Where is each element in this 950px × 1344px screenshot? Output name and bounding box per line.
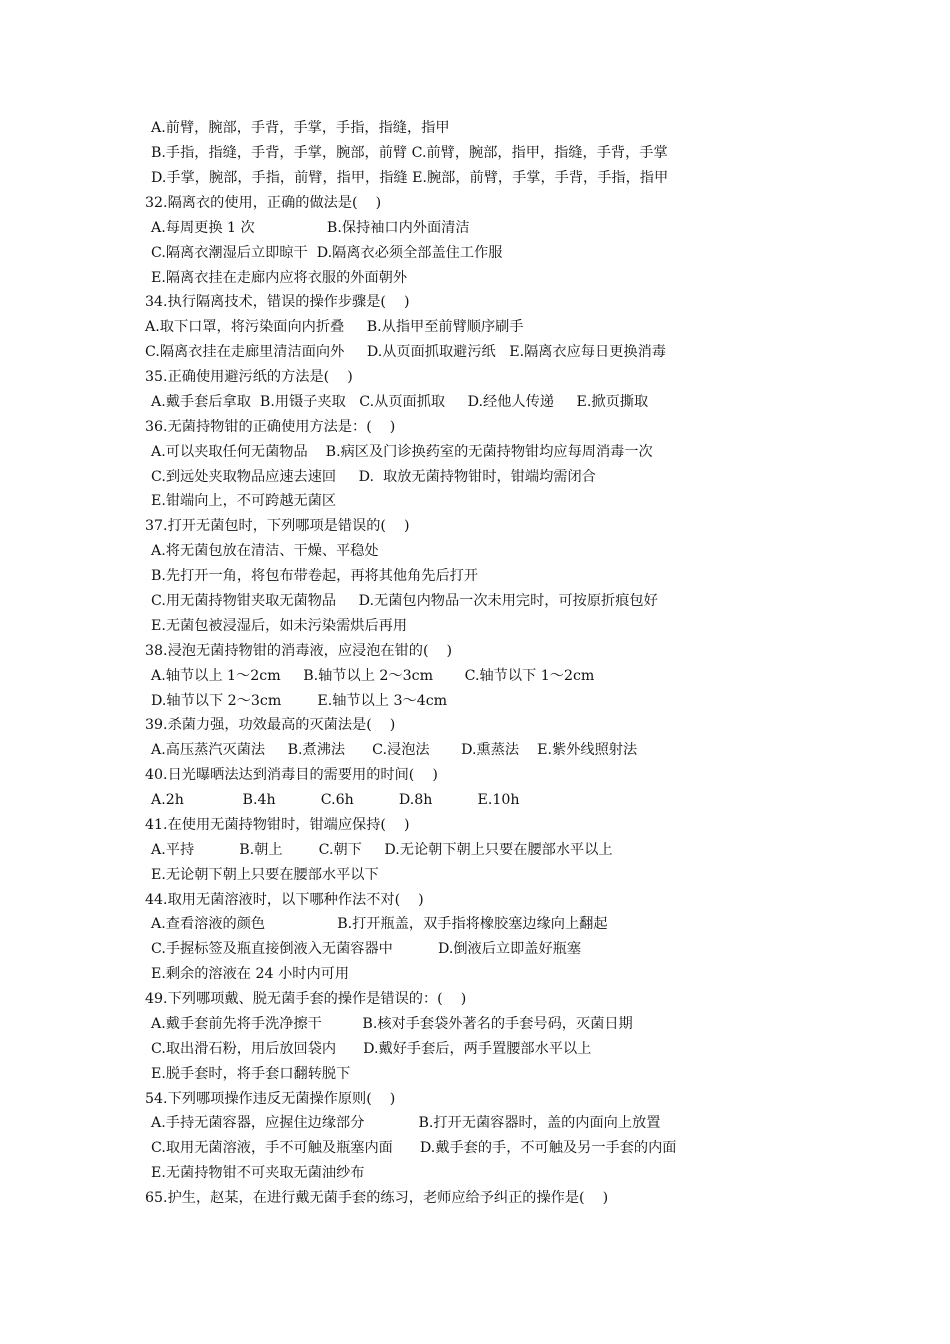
question-line: 38.浸泡无菌持物钳的消毒液，应浸泡在钳的( ) [145, 643, 453, 659]
option-line: C.用无菌持物钳夹取无菌物品 D.无菌包内物品一次未用完时，可按原折痕包好 [151, 593, 658, 609]
option-line: A.戴手套前先将手洗净擦干 B.核对手套袋外著名的手套号码，灭菌日期 [151, 1016, 633, 1032]
option-line: A.取下口罩，将污染面向内折叠 B.从指甲至前臂顺序刷手 [145, 319, 524, 335]
option-line: E.脱手套时，将手套口翻转脱下 [151, 1066, 351, 1082]
option-line: A.平持 B.朝上 C.朝下 D.无论朝下朝上只要在腰部水平以上 [151, 842, 613, 858]
option-line: D.手掌，腕部，手指，前臂，指甲，指缝 E.腕部，前臂，手掌，手背，手指，指甲 [151, 170, 669, 186]
option-line: A.每周更换 1 次 B.保持袖口内外面清洁 [151, 220, 470, 236]
option-line: C.隔离衣挂在走廊里清洁面向外 D.从页面抓取避污纸 E.隔离衣应每日更换消毒 [145, 344, 666, 360]
option-line: A.轴节以上 1～2cm B.轴节以上 2～3cm C.轴节以下 1～2cm [151, 668, 595, 684]
option-line: E.剩余的溶液在 24 小时内可用 [151, 966, 350, 982]
option-line: A.戴手套后拿取 B.用镊子夹取 C.从页面抓取 D.经他人传递 E.掀页撕取 [151, 394, 649, 410]
option-line: D.轴节以下 2～3cm E.轴节以上 3～4cm [151, 693, 448, 709]
question-line: 41.在使用无菌持物钳时，钳端应保持( ) [145, 817, 410, 833]
question-line: 34.执行隔离技术，错误的操作步骤是( ) [145, 294, 410, 310]
option-line: A.可以夹取任何无菌物品 B.病区及门诊换药室的无菌持物钳均应每周消毒一次 [151, 444, 653, 460]
question-line: 37.打开无菌包时，下列哪项是错误的( ) [145, 518, 410, 534]
question-line: 65.护生，赵某，在进行戴无菌手套的练习，老师应给予纠正的操作是( ) [145, 1190, 609, 1206]
option-line: E.无菌持物钳不可夹取无菌油纱布 [151, 1165, 365, 1181]
option-line: A.查看溶液的颜色 B.打开瓶盖，双手指将橡胶塞边缘向上翻起 [151, 916, 608, 932]
option-line: B.手指，指缝，手背，手掌，腕部，前臂 C.前臂，腕部，指甲，指缝，手背，手掌 [151, 145, 668, 161]
question-line: 35.正确使用避污纸的方法是( ) [145, 369, 353, 385]
option-line: C.隔离衣潮湿后立即晾干 D.隔离衣必须全部盖住工作服 [151, 245, 503, 261]
option-line: A.前臂，腕部，手背，手掌，手指，指缝，指甲 [151, 120, 450, 136]
question-line: 44.取用无菌溶液时，以下哪种作法不对( ) [145, 892, 424, 908]
option-line: E.钳端向上，不可跨越无菌区 [151, 493, 337, 509]
option-line: B.先打开一角，将包布带卷起，再将其他角先后打开 [151, 568, 479, 584]
option-line: A.高压蒸汽灭菌法 B.煮沸法 C.浸泡法 D.熏蒸法 E.紫外线照射法 [151, 742, 638, 758]
question-line: 54.下列哪项操作违反无菌操作原则( ) [145, 1091, 396, 1107]
option-line: E.无论朝下朝上只要在腰部水平以下 [151, 867, 379, 883]
option-line: A.2h B.4h C.6h D.8h E.10h [151, 792, 520, 808]
question-line: 39.杀菌力强，功效最高的灭菌法是( ) [145, 717, 396, 733]
option-line: A.将无菌包放在清洁、干燥、平稳处 [151, 543, 379, 559]
option-line: C.到远处夹取物品应速去速回 D. 取放无菌持物钳时，钳端均需闭合 [151, 469, 596, 485]
question-line: 36.无菌持物钳的正确使用方法是：( ) [145, 419, 396, 435]
option-line: C.手握标签及瓶直接倒液入无菌容器中 D.倒液后立即盖好瓶塞 [151, 941, 582, 957]
question-line: 32.隔离衣的使用，正确的做法是( ) [145, 195, 382, 211]
option-line: C.取用无菌溶液，手不可触及瓶塞内面 D.戴手套的手，不可触及另一手套的内面 [151, 1140, 677, 1156]
question-line: 49.下列哪项戴、脱无菌手套的操作是错误的：( ) [145, 991, 467, 1007]
option-line: A.手持无菌容器，应握住边缘部分 B.打开无菌容器时，盖的内面向上放置 [151, 1115, 661, 1131]
question-line: 40.日光曝晒法达到消毒目的需要用的时间( ) [145, 767, 438, 783]
option-line: E.隔离衣挂在走廊内应将衣服的外面朝外 [151, 270, 408, 286]
option-line: E.无菌包被浸湿后，如未污染需烘后再用 [151, 618, 408, 634]
option-line: C.取出滑石粉，用后放回袋内 D.戴好手套后，两手置腰部水平以上 [151, 1041, 592, 1057]
